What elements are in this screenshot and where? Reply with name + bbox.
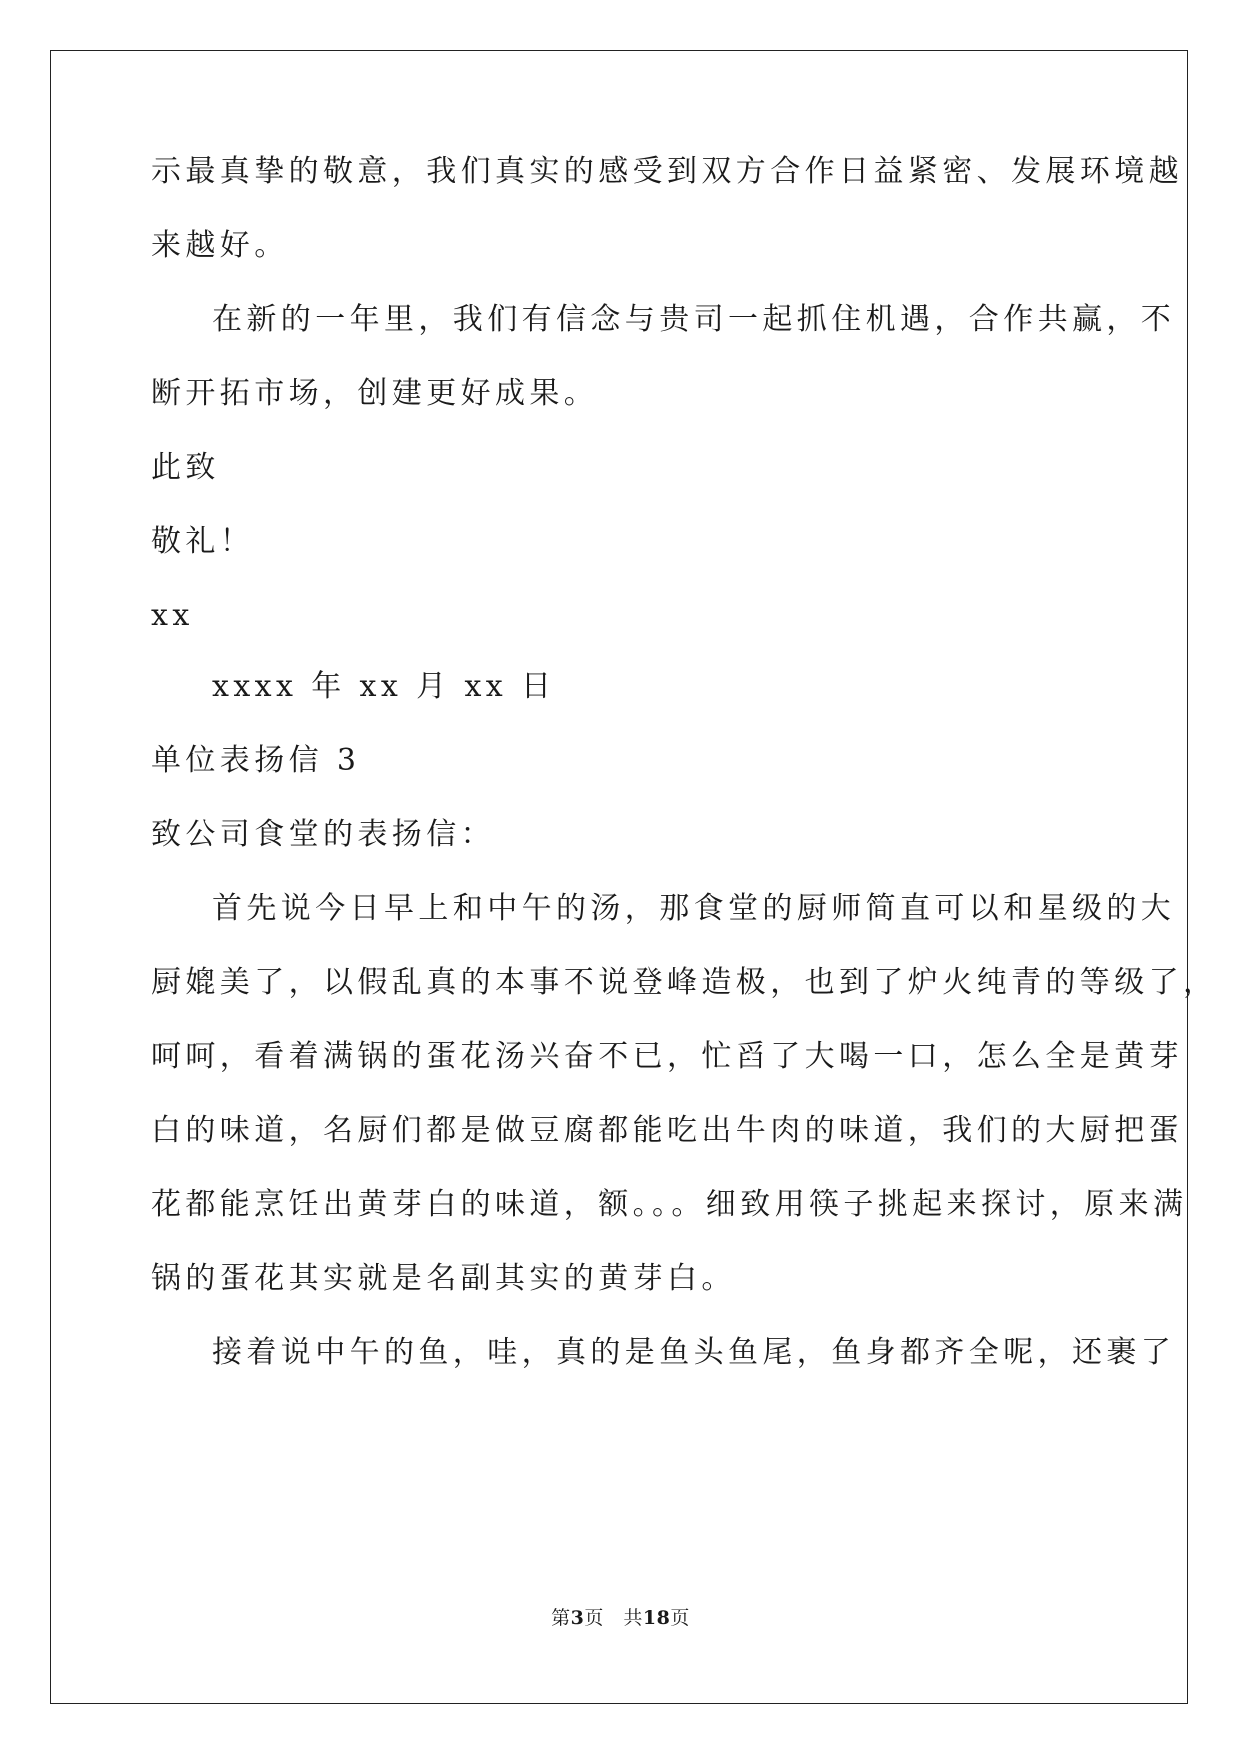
body-line: 断开拓市场，创建更好成果。 — [151, 376, 599, 411]
body-line: 呵呵，看着满锅的蛋花汤兴奋不已，忙舀了大喝一口，怎么全是黄芽 — [151, 1039, 1183, 1074]
footer-total-pages: 18 — [642, 1607, 671, 1629]
date-line: xxxx 年 xx 月 xx 日 — [212, 669, 556, 704]
salutation-line: 敬礼！ — [151, 524, 255, 559]
body-line: 示最真挚的敬意，我们真实的感受到双方合作日益紧密、发展环境越 — [151, 154, 1183, 189]
body-line: 厨媲美了，以假乱真的本事不说登峰造极，也到了炉火纯青的等级了， — [151, 965, 1218, 1000]
body-line: 花都能烹饪出黄芽白的味道，额。。。细致用筷子挑起来探讨，原来满 — [151, 1187, 1188, 1222]
letter-heading: 致公司食堂的表扬信： — [151, 817, 495, 852]
body-line: 来越好。 — [151, 228, 289, 263]
footer-prefix: 第 — [551, 1607, 571, 1629]
footer-current-page: 3 — [570, 1607, 585, 1629]
body-line: 白的味道，名厨们都是做豆腐都能吃出牛肉的味道，我们的大厨把蛋 — [151, 1113, 1183, 1148]
salutation-line: 此致 — [151, 450, 220, 485]
footer-middle: 页 共 — [584, 1607, 643, 1629]
page-border — [50, 50, 1188, 1704]
page-footer — [0, 1606, 1241, 1630]
footer-suffix: 页 — [670, 1607, 690, 1629]
section-title: 单位表扬信 3 — [151, 743, 361, 778]
body-line: 接着说中午的鱼，哇，真的是鱼头鱼尾，鱼身都齐全呢，还裹了 — [212, 1335, 1176, 1370]
body-line: 锅的蛋花其实就是名副其实的黄芽白。 — [151, 1261, 736, 1296]
signature-line: xx — [151, 598, 194, 633]
body-line: 首先说今日早上和中午的汤，那食堂的厨师简直可以和星级的大 — [212, 891, 1176, 926]
body-line: 在新的一年里，我们有信念与贵司一起抓住机遇，合作共赢，不 — [212, 302, 1176, 337]
